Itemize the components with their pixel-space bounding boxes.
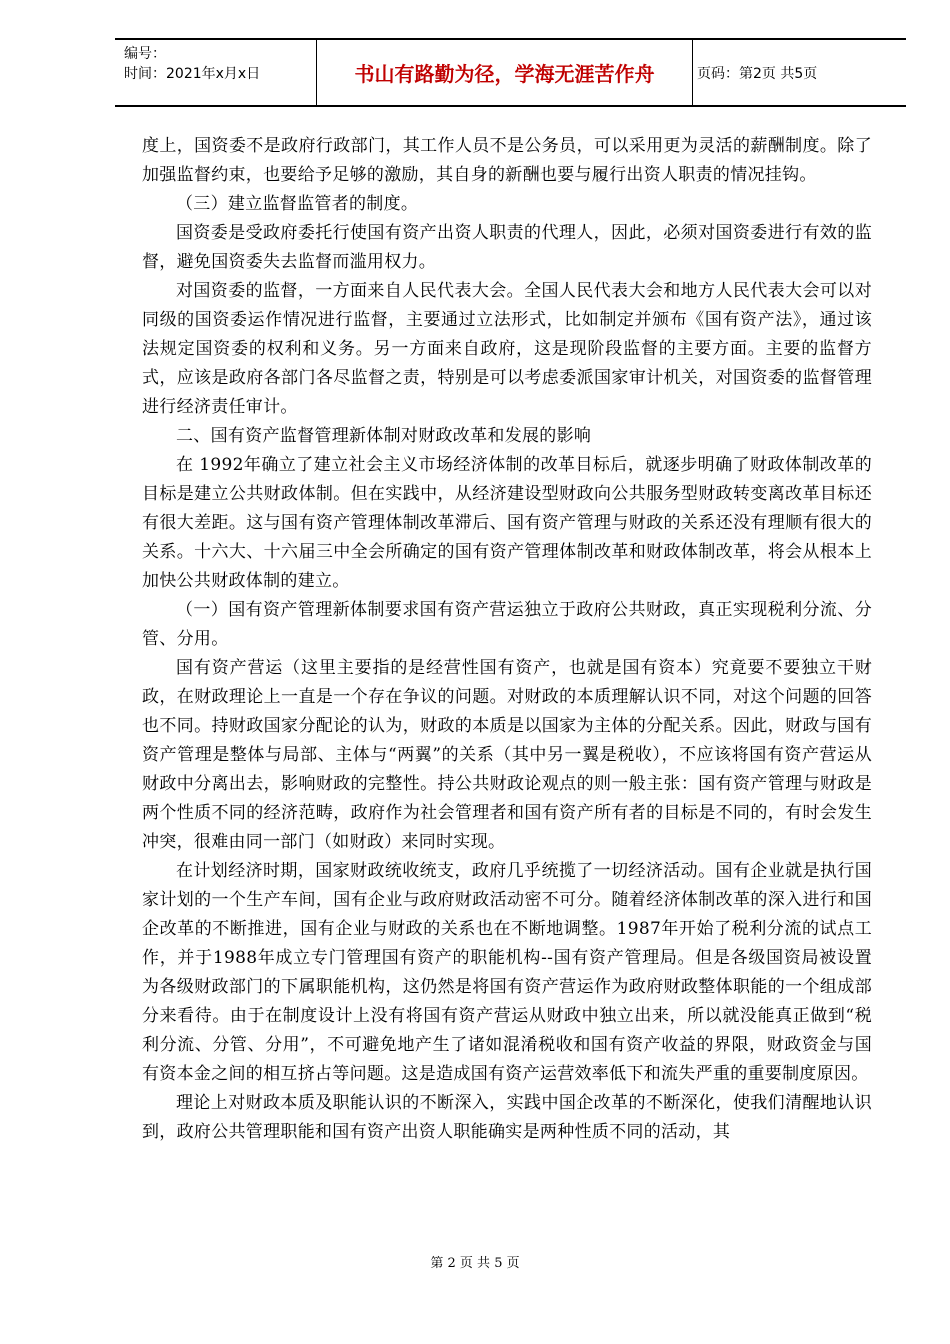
paragraph: 对国资委的监督，一方面来自人民代表大会。全国人民代表大会和地方人民代表大会可以对同级的国资委运作情况进行监督，主要通过立法形式，比如制定并颁布《国有资产法》，通过该法规定国资委的权利和义务。另一方面来自政府，这是现阶段监督的主要方面。主要的监督方式，应该是政府各部门各尽监督之责，特别是可以考虑委派国家审计机关，对国资委的监督管理进行经济责任审计。 [142, 281, 872, 417]
paragraph: （三）建立监督监管者的制度。 [176, 194, 419, 214]
paragraph: 理论上对财政本质及职能认识的不断深入，实践中国企改革的不断深化，使我们清醒地认识到，政府公共管理职能和国有资产出资人职能确实是两种性质不同的活动，其 [142, 1093, 872, 1142]
paragraph: 国有资产营运（这里主要指的是经营性国有资产，也就是国有资本）究竟要不要独立干财政，在财政理论上一直是一个存在争议的问题。对财政的本质理解认识不同，对这个问题的回答也不同。持财政国家分配论的认为，财政的本质是以国家为主体的分配关系。因此，财政与国有资产管理是整体与局部、主体与“两翼”的关系（其中另一翼是税收），不应该将国有资产营运从财政中分离出去，影响财政的完整性。持公共财政论观点的则一般主张：国有资产管理与财政是两个性质不同的经济范畴，政府作为社会管理者和国有资产所有者的目标是不同的，有时会发生冲突，很难由同一部门（如财政）来同时实现。 [142, 658, 872, 852]
page-header [115, 38, 906, 107]
header-meta [124, 44, 319, 84]
doc-number-label: 编号： [124, 46, 166, 62]
time-label: 时间：2021年x月x日 [124, 66, 261, 82]
paragraph: 在计划经济时期，国家财政统收统支，政府几乎统揽了一切经济活动。国有企业就是执行国家计划的一个生产车间，国有企业与政府财政活动密不可分。随着经济体制改革的深入进行和国企改革的不断推进，国有企业与财政的关系也在不断地调整。1987年开始了税利分流的试点工作，并于1988年成立专门管理国有资产的职能机构--国有资产管理局。但是各级国资局被设置为各级财政部门的下属职能机构，这仍然是将国有资产营运作为政府财政整体职能的一个组成部分来看待。由于在制度设计上没有将国有资产营运从财政中独立出来，所以就没能真正做到“税利分流、分管、分用”，不可避免地产生了诸如混淆税收和国有资产收益的界限，财政资金与国有资本金之间的相互挤占等问题。这是造成国有资产运营效率低下和流失严重的重要制度原因。 [142, 861, 872, 1084]
paragraph: 度上，国资委不是政府行政部门，其工作人员不是公务员，可以采用更为灵活的薪酬制度。除了加强监督约束，也要给予足够的激励，其自身的新酬也要与履行出资人职责的情况挂钩。 [142, 136, 872, 185]
paragraph: 在 1992年确立了建立社会主义市场经济体制的改革目标后，就逐步明确了财政体制改革的目标是建立公共财政体制。但在实践中，从经济建设型财政向公共服务型财政转变离改革目标还有很大差距。这与国有资产管理体制改革滞后、国有资产管理与财政的关系还没有理顺有很大的关系。十六大、十六届三中全会所确定的国有资产管理体制改革和财政体制改革，将会从根本上加快公共财政体制的建立。 [142, 455, 872, 591]
document-body [142, 132, 872, 1147]
subsection-heading: （一）国有资产管理新体制要求国有资产营运独立于政府公共财政，真正实现税利分流、分管、分用。 [142, 600, 872, 649]
paragraph: 国资委是受政府委托行使国有资产出资人职责的代理人，因此，必须对国资委进行有效的监督，避免国资委失去监督而滥用权力。 [142, 223, 872, 272]
header-page-info: 页码：第2页 共5页 [697, 65, 818, 82]
section-heading: 二、国有资产监督管理新体制对财政改革和发展的影响 [176, 426, 592, 446]
header-motto: 书山有路勤为径，学海无涯苦作舟 [316, 40, 693, 105]
page-footer: 第 2 页 共 5 页 [430, 1256, 520, 1271]
